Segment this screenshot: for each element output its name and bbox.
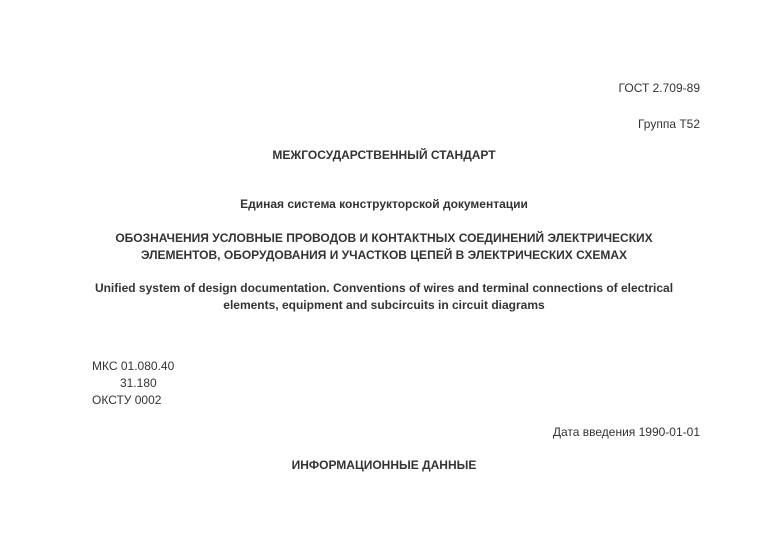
title-english — [0, 280, 768, 314]
classification-codes — [92, 358, 174, 409]
title-english-line-2: elements, equipment and subcircuits in circuit diagrams — [223, 298, 545, 312]
title-russian-line-1: ОБОЗНАЧЕНИЯ УСЛОВНЫЕ ПРОВОДОВ И КОНТАКТНЫХ СОЕДИНЕНИЙ ЭЛЕКТРИЧЕСКИХ — [115, 231, 653, 245]
standard-designation: ГОСТ 2.709-89 — [618, 81, 700, 95]
standard-kind: МЕЖГОСУДАРСТВЕННЫЙ СТАНДАРТ — [272, 148, 496, 162]
title-russian — [0, 230, 768, 264]
info-heading: ИНФОРМАЦИОННЫЕ ДАННЫЕ — [291, 458, 477, 472]
system-name: Единая система конструкторской документации — [240, 197, 528, 211]
title-english-line-1: Unified system of design documentation. Conventions of wires and terminal connections of electrical — [94, 281, 674, 295]
title-russian-line-2: ЭЛЕМЕНТОВ, ОБОРУДОВАНИЯ И УЧАСТКОВ ЦЕПЕЙ В ЭЛЕКТРИЧЕСКИХ СХЕМАХ — [140, 248, 628, 262]
effective-date: Дата введения 1990-01-01 — [552, 425, 700, 439]
mks-code-1: МКС 01.080.40 — [92, 359, 175, 373]
standard-group: Группа Т52 — [637, 117, 700, 131]
mks-code-2: 31.180 — [120, 376, 157, 390]
oksty-code: ОКСТУ 0002 — [92, 393, 162, 407]
